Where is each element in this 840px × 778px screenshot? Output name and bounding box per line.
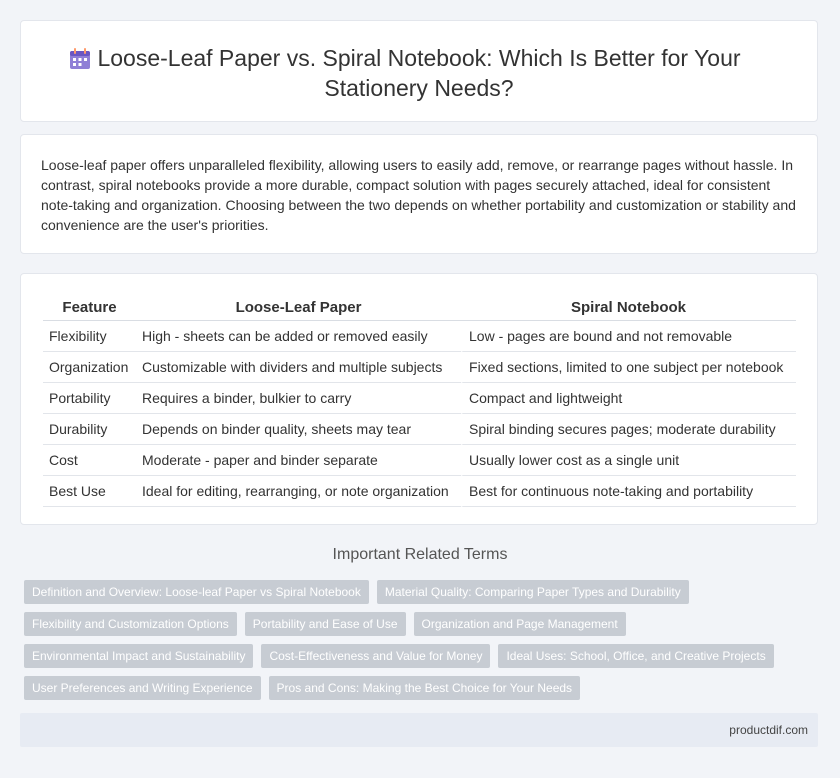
tag-row (24, 612, 804, 636)
related-term-tag[interactable]: Cost-Effectiveness and Value for Money (261, 644, 490, 668)
table-header-row (43, 294, 796, 321)
feature-cell: Organization (43, 352, 136, 383)
header-spiral: Spiral Notebook (461, 294, 796, 321)
table-row (43, 321, 796, 352)
tag-row (24, 580, 804, 604)
table-row (43, 352, 796, 383)
tag-row (24, 676, 804, 700)
title-card (20, 20, 818, 122)
intro-paragraph: Loose-leaf paper offers unparalleled flexibility, allowing users to easily add, remove, or rearrange pages without hassle. In contrast, spiral notebooks provide a more durable, compact solution with pages securely attached, ideal for consistent note-taking and organization. Choosing between the two depends on whether portability and customization or stability and convenience are the user's priorities. (41, 157, 796, 233)
loose-leaf-cell: Depends on binder quality, sheets may tear (136, 414, 461, 445)
related-term-tag[interactable]: Material Quality: Comparing Paper Types and Durability (377, 580, 689, 604)
related-term-tag[interactable]: Ideal Uses: School, Office, and Creative Projects (498, 644, 773, 668)
feature-cell: Portability (43, 383, 136, 414)
comparison-table-card (20, 273, 818, 525)
related-term-tag[interactable]: Flexibility and Customization Options (24, 612, 237, 636)
related-term-tag[interactable]: User Preferences and Writing Experience (24, 676, 261, 700)
spiral-cell: Best for continuous note-taking and portability (461, 476, 796, 507)
related-term-tag[interactable]: Pros and Cons: Making the Best Choice for Your Needs (269, 676, 581, 700)
related-term-tag[interactable]: Environmental Impact and Sustainability (24, 644, 253, 668)
footer (20, 713, 818, 747)
feature-cell: Flexibility (43, 321, 136, 352)
loose-leaf-cell: Requires a binder, bulkier to carry (136, 383, 461, 414)
table-row (43, 383, 796, 414)
related-term-tag[interactable]: Definition and Overview: Loose-leaf Paper vs Spiral Notebook (24, 580, 369, 604)
spiral-cell: Low - pages are bound and not removable (461, 321, 796, 352)
loose-leaf-cell: Moderate - paper and binder separate (136, 445, 461, 476)
related-term-tag[interactable]: Organization and Page Management (414, 612, 626, 636)
tag-row (24, 644, 804, 668)
table-row (43, 445, 796, 476)
comparison-table (43, 294, 796, 507)
page-title: Loose-Leaf Paper vs. Spiral Notebook: Which Is Better for Your Stationery Needs? (97, 45, 741, 101)
spiral-cell: Compact and lightweight (461, 383, 796, 414)
spiral-cell: Spiral binding secures pages; moderate durability (461, 414, 796, 445)
related-terms-heading: Important Related Terms (332, 546, 508, 563)
intro-card (20, 134, 818, 254)
spiral-cell: Usually lower cost as a single unit (461, 445, 796, 476)
header-feature: Feature (43, 294, 136, 321)
spiral-cell: Fixed sections, limited to one subject per notebook (461, 352, 796, 383)
related-term-tag[interactable]: Portability and Ease of Use (245, 612, 406, 636)
related-terms-list (24, 580, 804, 708)
header-loose-leaf: Loose-Leaf Paper (136, 294, 461, 321)
feature-cell: Durability (43, 414, 136, 445)
feature-cell: Best Use (43, 476, 136, 507)
loose-leaf-cell: Ideal for editing, rearranging, or note organization (136, 476, 461, 507)
feature-cell: Cost (43, 445, 136, 476)
table-row (43, 476, 796, 507)
table-row (43, 414, 796, 445)
footer-site-link[interactable]: productdif.com (729, 723, 808, 737)
loose-leaf-cell: Customizable with dividers and multiple subjects (136, 352, 461, 383)
loose-leaf-cell: High - sheets can be added or removed easily (136, 321, 461, 352)
